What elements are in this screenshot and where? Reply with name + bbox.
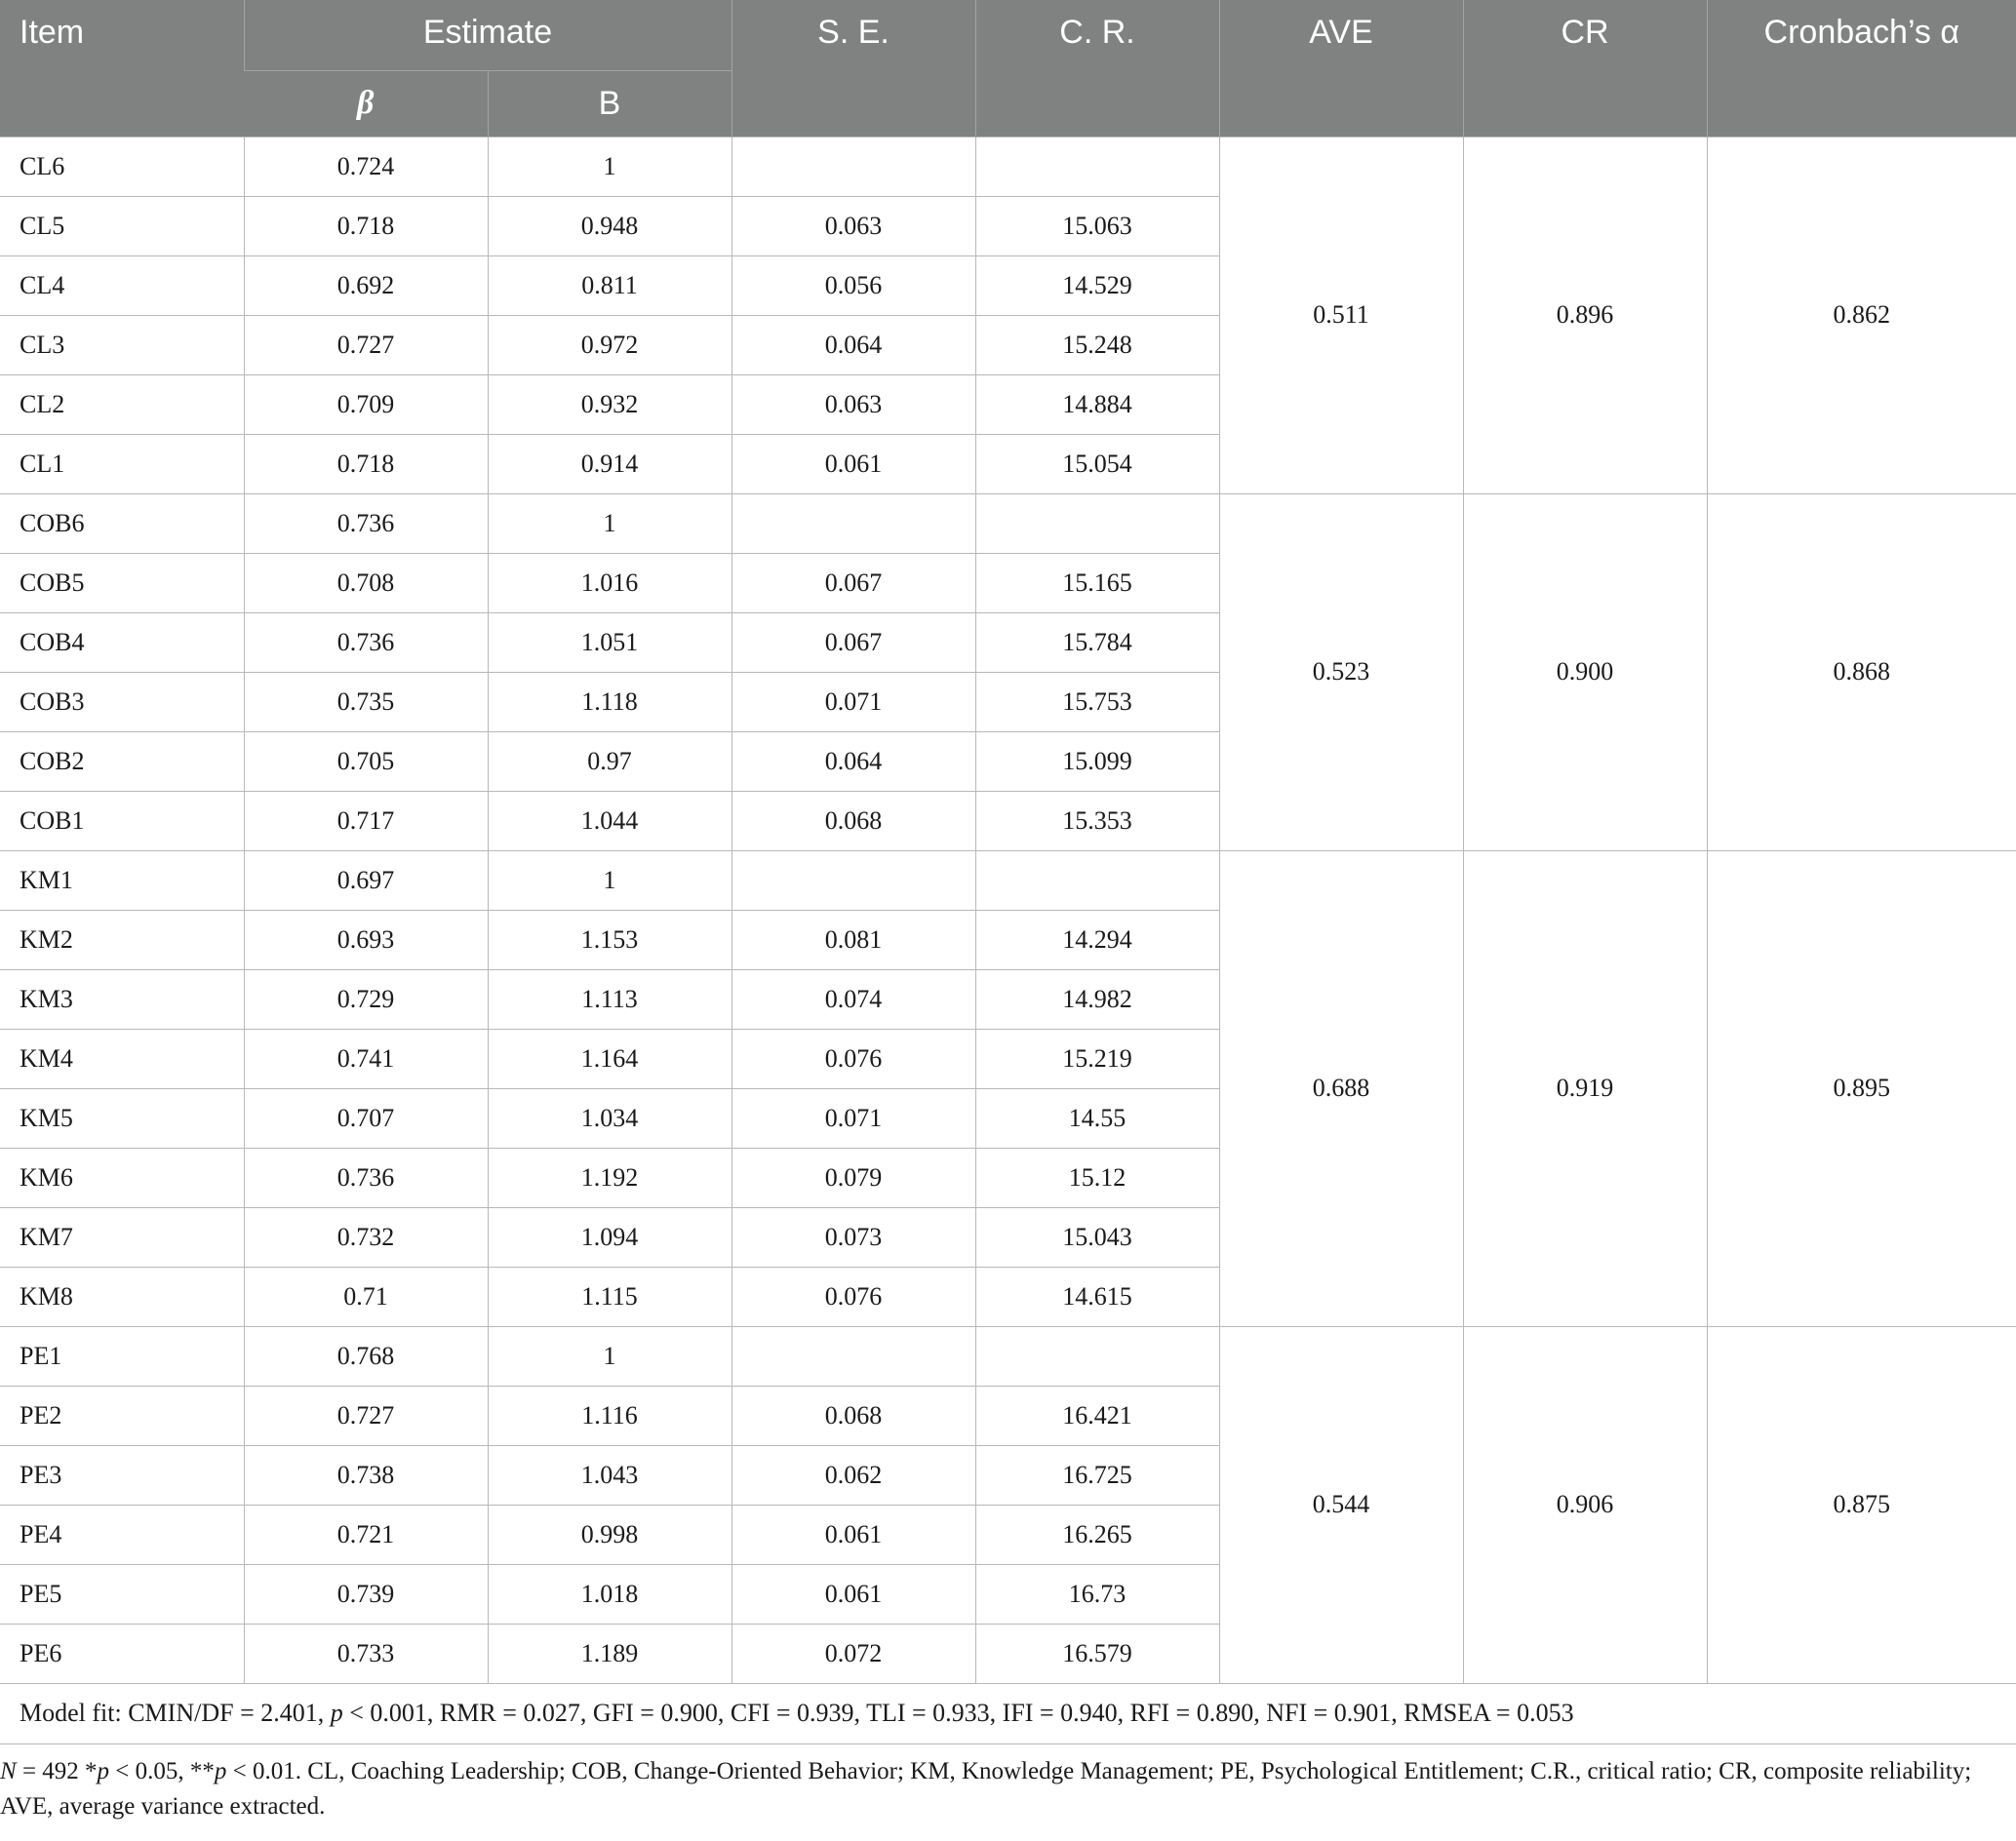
b-cell: 1.153 <box>488 910 731 969</box>
se-cell <box>731 137 975 196</box>
beta-cell: 0.736 <box>244 493 488 553</box>
header-se: S. E. <box>731 0 975 137</box>
item-cell: KM5 <box>0 1088 244 1148</box>
item-cell: COB6 <box>0 493 244 553</box>
critical-ratio-cell: 15.054 <box>975 434 1219 493</box>
beta-cell: 0.727 <box>244 1386 488 1445</box>
item-cell: COB2 <box>0 731 244 791</box>
se-cell: 0.081 <box>731 910 975 969</box>
footnote-p-1: p <box>97 1757 110 1784</box>
critical-ratio-cell: 16.265 <box>975 1505 1219 1564</box>
se-cell: 0.068 <box>731 1386 975 1445</box>
critical-ratio-cell: 14.529 <box>975 255 1219 315</box>
item-cell: PE6 <box>0 1624 244 1683</box>
beta-cell: 0.721 <box>244 1505 488 1564</box>
header-cronbach-alpha: Cronbach’s α <box>1707 0 2016 137</box>
model-fit-cell <box>0 1683 2016 1743</box>
b-cell: 0.97 <box>488 731 731 791</box>
critical-ratio-cell: 15.248 <box>975 315 1219 374</box>
critical-ratio-cell: 14.884 <box>975 374 1219 434</box>
b-cell: 0.914 <box>488 434 731 493</box>
beta-cell: 0.729 <box>244 969 488 1029</box>
footnote-p-2: p <box>214 1757 227 1784</box>
item-cell: COB5 <box>0 553 244 612</box>
item-cell: KM6 <box>0 1148 244 1207</box>
critical-ratio-cell: 15.12 <box>975 1148 1219 1207</box>
beta-cell: 0.709 <box>244 374 488 434</box>
item-cell: PE1 <box>0 1326 244 1386</box>
cr-cell: 0.900 <box>1463 493 1707 850</box>
b-cell: 1.094 <box>488 1207 731 1267</box>
cr-cell: 0.896 <box>1463 137 1707 493</box>
footnote-text-1: = 492 * <box>16 1757 98 1784</box>
cr-cell: 0.919 <box>1463 850 1707 1326</box>
se-cell: 0.068 <box>731 791 975 850</box>
item-cell: KM1 <box>0 850 244 910</box>
critical-ratio-cell <box>975 137 1219 196</box>
item-cell: KM3 <box>0 969 244 1029</box>
se-cell: 0.076 <box>731 1267 975 1326</box>
item-cell: COB1 <box>0 791 244 850</box>
cronbach-alpha-cell: 0.875 <box>1707 1326 2016 1683</box>
beta-cell: 0.718 <box>244 434 488 493</box>
critical-ratio-cell: 15.099 <box>975 731 1219 791</box>
item-cell: CL6 <box>0 137 244 196</box>
se-cell: 0.071 <box>731 1088 975 1148</box>
header-critical-ratio: C. R. <box>975 0 1219 137</box>
model-fit-text-1: Model fit: CMIN/DF = 2.401, <box>20 1699 331 1727</box>
beta-cell: 0.741 <box>244 1029 488 1088</box>
critical-ratio-cell: 15.043 <box>975 1207 1219 1267</box>
b-cell: 1.115 <box>488 1267 731 1326</box>
cronbach-alpha-cell: 0.862 <box>1707 137 2016 493</box>
model-fit-row <box>0 1683 2016 1743</box>
critical-ratio-cell: 15.353 <box>975 791 1219 850</box>
beta-cell: 0.692 <box>244 255 488 315</box>
beta-cell: 0.768 <box>244 1326 488 1386</box>
b-cell: 1.189 <box>488 1624 731 1683</box>
critical-ratio-cell <box>975 850 1219 910</box>
critical-ratio-cell: 15.219 <box>975 1029 1219 1088</box>
item-cell: CL5 <box>0 196 244 255</box>
beta-cell: 0.697 <box>244 850 488 910</box>
critical-ratio-cell: 15.063 <box>975 196 1219 255</box>
item-cell: PE3 <box>0 1445 244 1505</box>
table-header <box>0 0 2016 137</box>
beta-cell: 0.705 <box>244 731 488 791</box>
table-body <box>0 137 2016 1743</box>
se-cell: 0.061 <box>731 434 975 493</box>
item-cell: COB4 <box>0 612 244 672</box>
b-cell: 0.811 <box>488 255 731 315</box>
se-cell <box>731 1326 975 1386</box>
se-cell: 0.071 <box>731 672 975 731</box>
beta-cell: 0.735 <box>244 672 488 731</box>
header-b: B <box>488 70 731 137</box>
beta-cell: 0.738 <box>244 1445 488 1505</box>
critical-ratio-cell: 16.579 <box>975 1624 1219 1683</box>
b-cell: 1.118 <box>488 672 731 731</box>
b-cell: 1.043 <box>488 1445 731 1505</box>
header-cr: CR <box>1463 0 1707 137</box>
se-cell <box>731 493 975 553</box>
beta-cell: 0.724 <box>244 137 488 196</box>
beta-cell: 0.727 <box>244 315 488 374</box>
beta-cell: 0.708 <box>244 553 488 612</box>
se-cell: 0.063 <box>731 196 975 255</box>
b-cell: 1 <box>488 1326 731 1386</box>
ave-cell: 0.544 <box>1219 1326 1463 1683</box>
beta-cell: 0.71 <box>244 1267 488 1326</box>
cronbach-alpha-cell: 0.895 <box>1707 850 2016 1326</box>
ave-cell: 0.688 <box>1219 850 1463 1326</box>
item-cell: KM4 <box>0 1029 244 1088</box>
header-beta: β <box>244 70 488 137</box>
critical-ratio-cell: 16.725 <box>975 1445 1219 1505</box>
beta-cell: 0.732 <box>244 1207 488 1267</box>
se-cell: 0.064 <box>731 731 975 791</box>
header-ave: AVE <box>1219 0 1463 137</box>
b-cell: 1.018 <box>488 1564 731 1624</box>
table-row <box>0 1326 2016 1386</box>
se-cell: 0.079 <box>731 1148 975 1207</box>
b-cell: 1.044 <box>488 791 731 850</box>
se-cell: 0.063 <box>731 374 975 434</box>
header-item: Item <box>0 0 244 137</box>
se-cell: 0.064 <box>731 315 975 374</box>
table-row <box>0 493 2016 553</box>
se-cell: 0.067 <box>731 553 975 612</box>
cr-cell: 0.906 <box>1463 1326 1707 1683</box>
item-cell: COB3 <box>0 672 244 731</box>
critical-ratio-cell: 14.294 <box>975 910 1219 969</box>
item-cell: KM8 <box>0 1267 244 1326</box>
b-cell: 1.016 <box>488 553 731 612</box>
b-cell: 0.998 <box>488 1505 731 1564</box>
footnote-text-2: < 0.05, ** <box>109 1757 215 1784</box>
item-cell: CL4 <box>0 255 244 315</box>
ave-cell: 0.511 <box>1219 137 1463 493</box>
b-cell: 1 <box>488 850 731 910</box>
beta-cell: 0.736 <box>244 612 488 672</box>
b-cell: 0.932 <box>488 374 731 434</box>
b-cell: 1 <box>488 137 731 196</box>
item-cell: KM2 <box>0 910 244 969</box>
critical-ratio-cell <box>975 1326 1219 1386</box>
critical-ratio-cell <box>975 493 1219 553</box>
b-cell: 1.113 <box>488 969 731 1029</box>
critical-ratio-cell: 16.421 <box>975 1386 1219 1445</box>
se-cell: 0.073 <box>731 1207 975 1267</box>
item-cell: PE4 <box>0 1505 244 1564</box>
critical-ratio-cell: 14.982 <box>975 969 1219 1029</box>
b-cell: 1.116 <box>488 1386 731 1445</box>
beta-cell: 0.733 <box>244 1624 488 1683</box>
critical-ratio-cell: 14.615 <box>975 1267 1219 1326</box>
se-cell: 0.062 <box>731 1445 975 1505</box>
critical-ratio-cell: 16.73 <box>975 1564 1219 1624</box>
footnote-text-3: < 0.01. CL, Coaching Leadership; COB, Change-Oriented Behavior; KM, Knowledge Management; PE, Psychological Entitlement; C.R., critical ratio; CR, composite reliability; AVE, average variance extracted. <box>0 1757 1972 1820</box>
b-cell: 1 <box>488 493 731 553</box>
item-cell: PE2 <box>0 1386 244 1445</box>
critical-ratio-cell: 15.784 <box>975 612 1219 672</box>
item-cell: CL1 <box>0 434 244 493</box>
item-cell: PE5 <box>0 1564 244 1624</box>
item-cell: KM7 <box>0 1207 244 1267</box>
beta-cell: 0.693 <box>244 910 488 969</box>
b-cell: 1.034 <box>488 1088 731 1148</box>
beta-cell: 0.736 <box>244 1148 488 1207</box>
critical-ratio-cell: 14.55 <box>975 1088 1219 1148</box>
table-row <box>0 137 2016 196</box>
se-cell: 0.056 <box>731 255 975 315</box>
b-cell: 0.948 <box>488 196 731 255</box>
beta-cell: 0.718 <box>244 196 488 255</box>
se-cell: 0.072 <box>731 1624 975 1683</box>
se-cell: 0.076 <box>731 1029 975 1088</box>
model-fit-p: p <box>330 1699 343 1727</box>
cronbach-alpha-cell: 0.868 <box>1707 493 2016 850</box>
ave-cell: 0.523 <box>1219 493 1463 850</box>
table-row <box>0 850 2016 910</box>
critical-ratio-cell: 15.753 <box>975 672 1219 731</box>
table-footnote <box>0 1744 2009 1824</box>
header-estimate: Estimate <box>244 0 731 70</box>
beta-cell: 0.707 <box>244 1088 488 1148</box>
footnote-n: N <box>0 1757 17 1784</box>
se-cell: 0.074 <box>731 969 975 1029</box>
se-cell: 0.067 <box>731 612 975 672</box>
se-cell: 0.061 <box>731 1564 975 1624</box>
model-fit-text-2: < 0.001, RMR = 0.027, GFI = 0.900, CFI = 0.939, TLI = 0.933, IFI = 0.940, RFI = 0.890, NFI = 0.901, RMSEA = 0.053 <box>342 1699 1574 1727</box>
beta-cell: 0.717 <box>244 791 488 850</box>
critical-ratio-cell: 15.165 <box>975 553 1219 612</box>
b-cell: 1.192 <box>488 1148 731 1207</box>
item-cell: CL3 <box>0 315 244 374</box>
se-cell <box>731 850 975 910</box>
item-cell: CL2 <box>0 374 244 434</box>
b-cell: 1.164 <box>488 1029 731 1088</box>
b-cell: 0.972 <box>488 315 731 374</box>
beta-cell: 0.739 <box>244 1564 488 1624</box>
b-cell: 1.051 <box>488 612 731 672</box>
se-cell: 0.061 <box>731 1505 975 1564</box>
